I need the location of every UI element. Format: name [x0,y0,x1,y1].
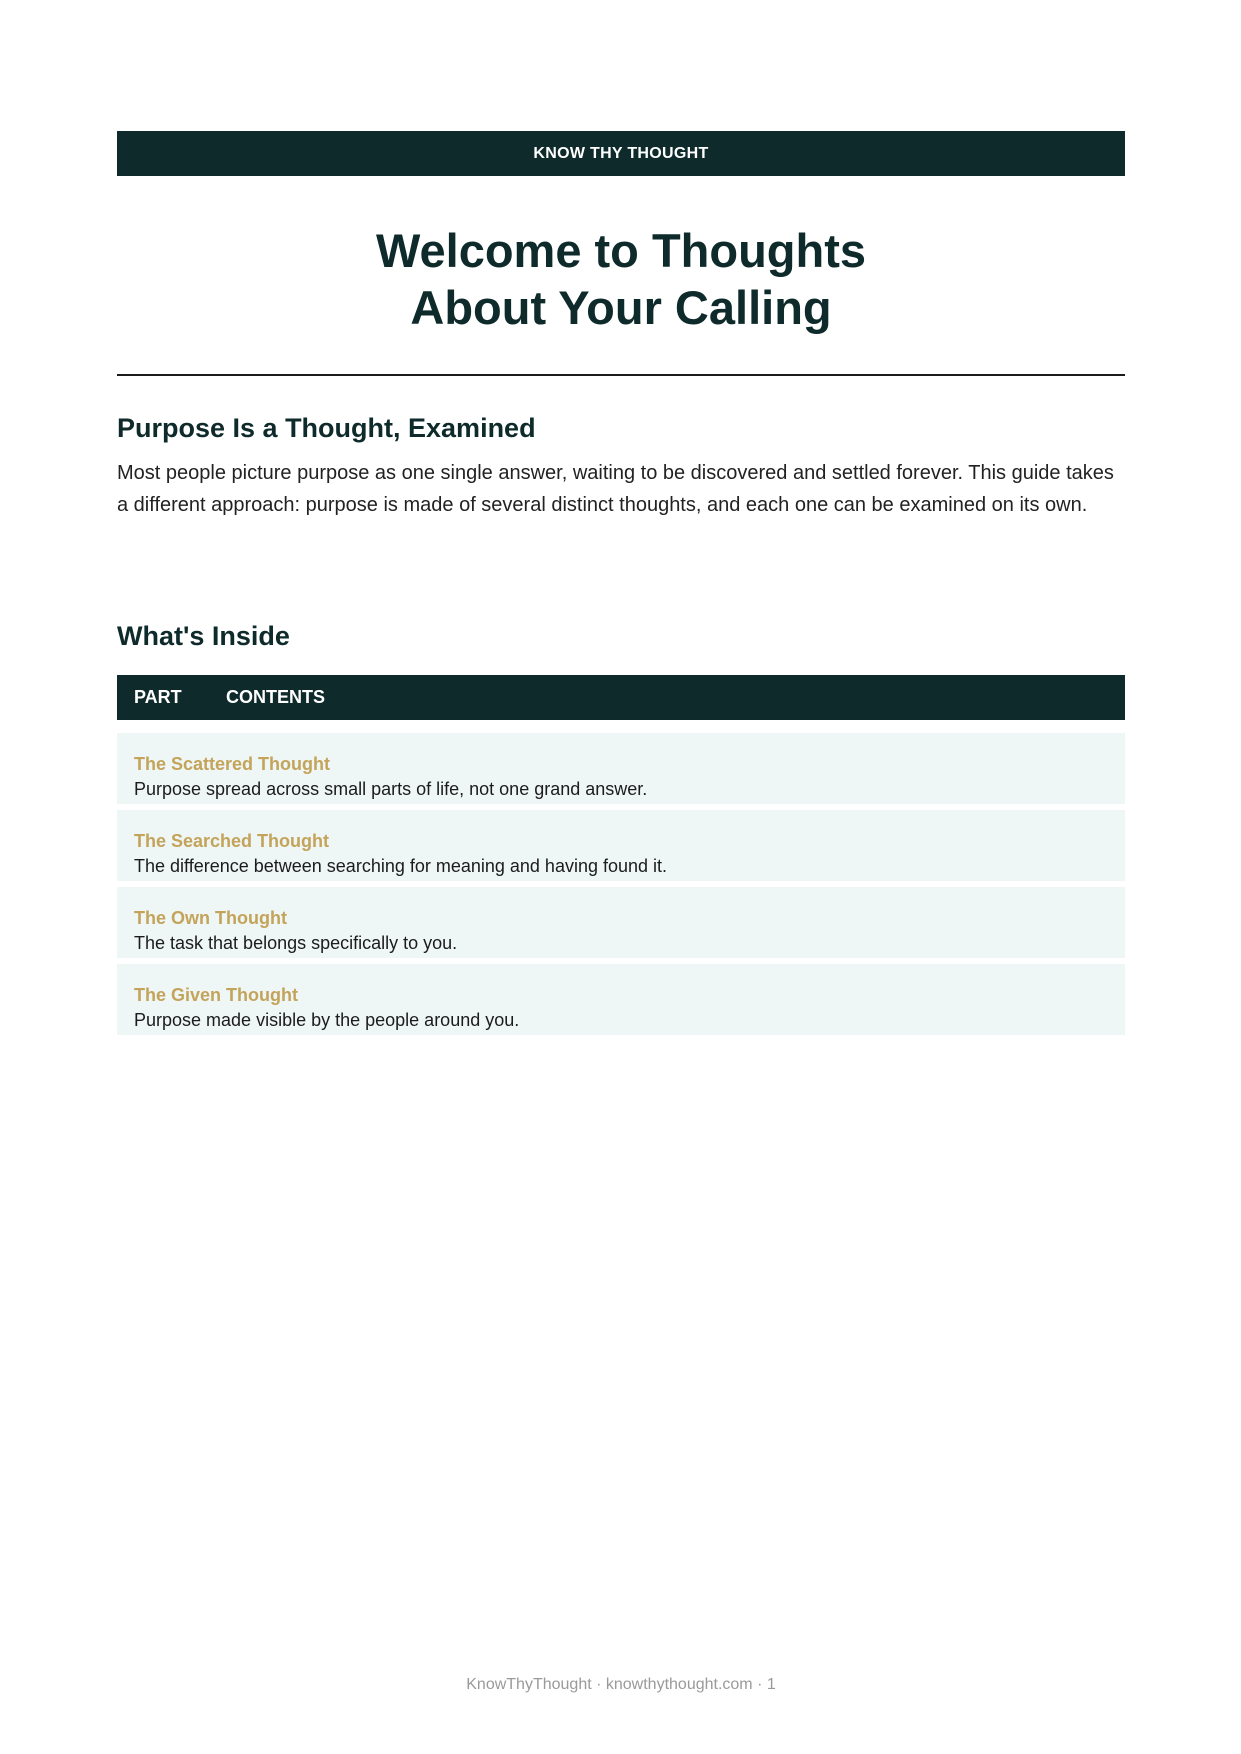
brand-banner [117,131,1125,176]
table-row [117,887,1125,958]
page-footer: KnowThyThought · knowthythought.com · 1 [466,1676,776,1693]
section-heading-whats-inside: What's Inside [117,621,290,651]
page-title [117,222,1125,336]
column-header-contents: CONTENTS [226,687,325,707]
contents-table-body [117,733,1125,1041]
part-description: The difference between searching for meaning and having found it. [134,856,668,876]
table-row [117,733,1125,804]
contents-table-header [117,675,1125,720]
part-description: Purpose spread across small parts of life, not one grand answer. [134,779,648,799]
part-title: The Searched Thought [134,831,330,851]
intro-paragraph: Most people picture purpose as one single answer, waiting to be discovered and settled forever. This guide takes a different approach: purpose is made of several distinct thoughts, and each one can be examined on its own. [117,462,1114,516]
part-title: The Own Thought [134,908,287,928]
part-title: The Given Thought [134,985,298,1005]
column-header-part: PART [134,687,182,707]
part-description: Purpose made visible by the people around you. [134,1010,520,1030]
table-row [117,964,1125,1035]
part-description: The task that belongs specifically to you. [134,933,458,953]
brand-name: KNOW THY THOUGHT [533,144,709,162]
section-heading-purpose: Purpose Is a Thought, Examined [117,413,536,443]
part-title: The Scattered Thought [134,754,331,774]
page-title-line-2: About Your Calling [410,281,832,334]
title-divider [117,374,1125,376]
table-row [117,810,1125,881]
page-title-line-1: Welcome to Thoughts [375,224,866,277]
